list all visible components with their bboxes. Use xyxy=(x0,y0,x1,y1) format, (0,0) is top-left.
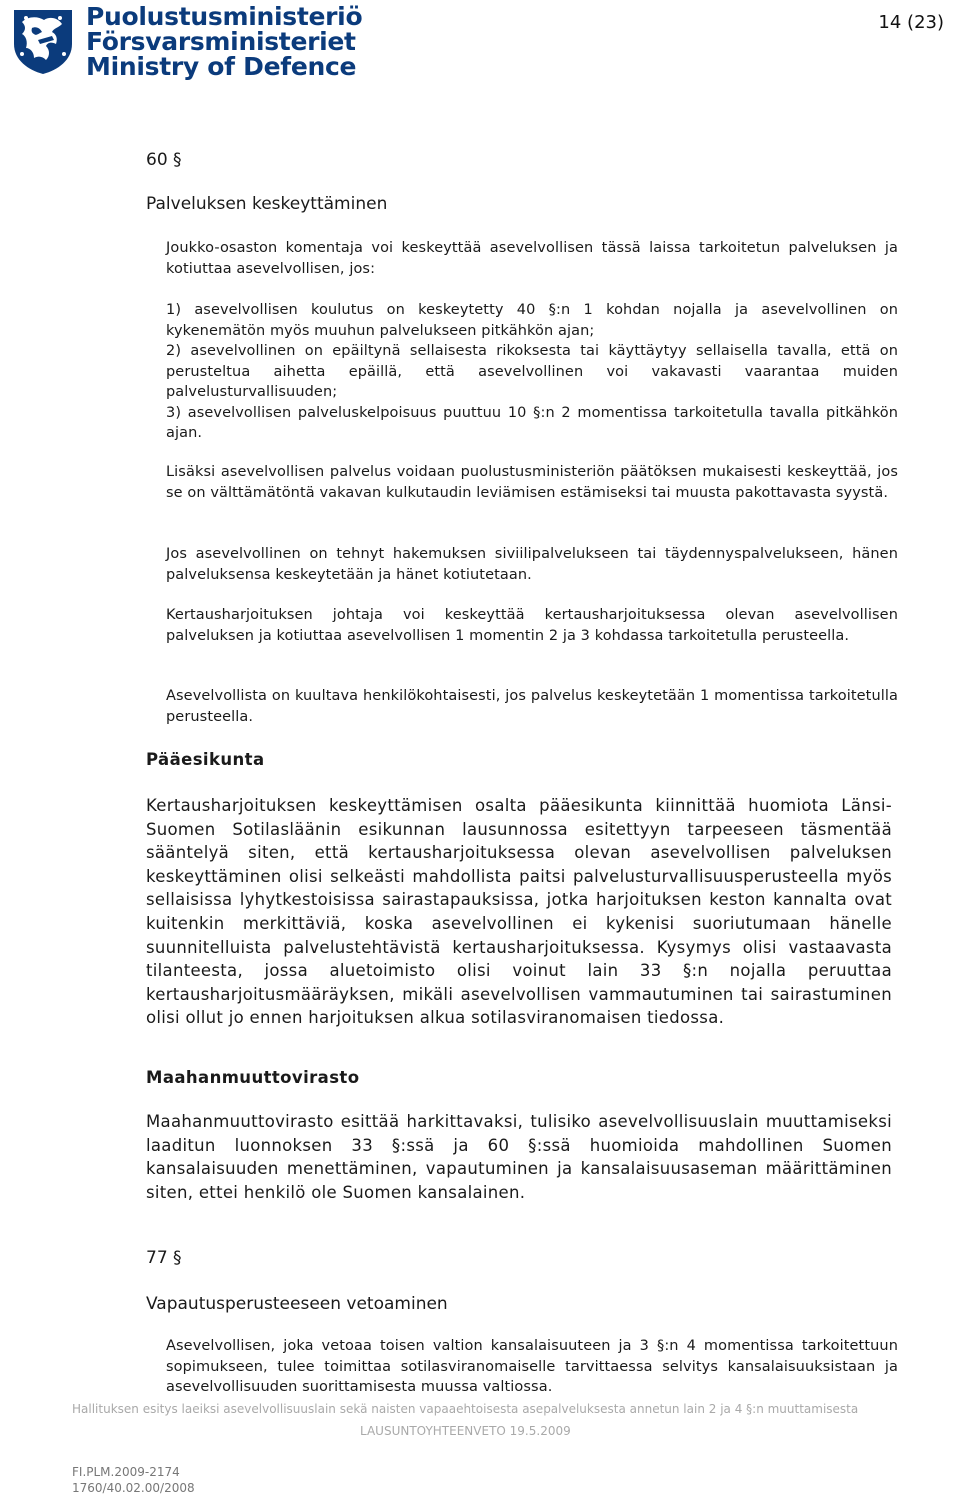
section-60-paragraph-4 xyxy=(166,544,898,585)
footer-bill-title: Hallituksen esitys laeiksi asevelvollisuuslain sekä naisten vapaaehtoisesta asepalveluksesta annetun lain 2 ja 4 §:n muuttamisesta xyxy=(72,1402,859,1416)
section-60-paragraph-1 xyxy=(166,238,898,279)
page-header xyxy=(0,0,960,90)
law-text-2: 1) asevelvollisen koulutus on keskeytetty 40 §:n 1 kohdan nojalla ja asevelvollinen on kykenemätön myös muuhun palvelukseen pitkähkön ajan; 2) asevelvollinen on epäiltynä sellaisesta rikoksesta tai käyttäytyy sellaisella tavalla, että on perusteltua aihetta epäillä, että asevelvollinen voi vakavasti vaarantaa muiden palvelusturvallisuuden; 3) asevelvollisen palveluskelpoisuus puuttuu 10 §:n 2 momentissa tarkoitetulla tavalla pitkähkön ajan. xyxy=(166,302,898,441)
law-text-5: Kertausharjoituksen johtaja voi keskeyttää kertausharjoituksessa olevan asevelvollisen palveluksen ja kotiuttaa asevelvollisen 1 momentin 2 ja 3 kohdassa tarkoitetulla perusteella. xyxy=(166,607,898,644)
page-number: 14 (23) xyxy=(878,12,944,33)
section-60-paragraph-5 xyxy=(166,605,898,646)
ministry-name-fi: Puolustusministeriö xyxy=(86,2,363,31)
section-77-title: Vapautusperusteeseen vetoaminen xyxy=(146,1294,448,1314)
section-77-paragraph xyxy=(166,1336,898,1398)
law-text-6: Asevelvollista on kuultava henkilökohtaisesti, jos palvelus keskeytetään 1 momentissa tarkoitetulla perusteella. xyxy=(166,688,898,725)
maahanmuuttovirasto-text xyxy=(146,1110,892,1204)
section-60-paragraph-3 xyxy=(166,462,898,503)
law-text-77: Asevelvollisen, joka vetoaa toisen valtion kansalaisuuteen ja 3 §:n 4 momentissa tarkoitettuun sopimukseen, tulee toimittaa sotilasviranomaiselle tarvittaessa selvitys kansalaisuuksistaan ja asevelvollisuuden suorittamisesta muussa valtiossa. xyxy=(166,1338,898,1395)
ministry-name-en: Ministry of Defence xyxy=(86,52,357,81)
lion-coat-of-arms-icon xyxy=(8,6,78,76)
ministry-name-sv: Försvarsministeriet xyxy=(86,27,356,56)
section-60-paragraph-2 xyxy=(166,300,898,444)
footer-reference-1: FI.PLM.2009-2174 xyxy=(72,1465,180,1479)
paaesikunta-text xyxy=(146,794,892,1030)
ministry-name-block xyxy=(86,4,362,79)
maahanmuuttovirasto-paragraph: Maahanmuuttovirasto esittää harkittavaksi, tulisiko asevelvollisuuslain muuttamiseksi laaditun luonnoksen 33 §:ssä ja 60 §:ssä huomioida mahdollinen Suomen kansalaisuuden menettäminen, vapautuminen ja kansalaisuusaseman määrittäminen siten, ettei henkilö ole Suomen kansalainen. xyxy=(146,1112,892,1202)
law-text-3: Lisäksi asevelvollisen palvelus voidaan puolustusministeriön päätöksen mukaisesti keskeyttää, jos se on välttämätöntä vakavan kulkutaudin leviämisen estämiseksi tai muusta pakottavasta syystä. xyxy=(166,464,898,501)
law-text-4: Jos asevelvollinen on tehnyt hakemuksen siviilipalvelukseen tai täydennyspalvelukseen, hänen palveluksensa keskeytetään ja hänet kotiutetaan. xyxy=(166,546,898,583)
footer-reference-2: 1760/40.02.00/2008 xyxy=(72,1481,195,1495)
section-77-number: 77 § xyxy=(146,1248,182,1268)
footer-summary-date: LAUSUNTOYHTEENVETO 19.5.2009 xyxy=(360,1424,571,1438)
maahanmuuttovirasto-heading: Maahanmuuttovirasto xyxy=(146,1068,360,1087)
law-text-1: Joukko-osaston komentaja voi keskeyttää asevelvollisen tässä laissa tarkoitetun palveluksen ja kotiuttaa asevelvollisen, jos: xyxy=(166,240,898,277)
section-60-title: Palveluksen keskeyttäminen xyxy=(146,194,388,214)
paaesikunta-heading: Pääesikunta xyxy=(146,750,265,769)
paaesikunta-paragraph: Kertausharjoituksen keskeyttämisen osalta pääesikunta kiinnittää huomiota Länsi-Suomen Sotilasläänin esikunnan lausunnossa esitettyyn tarpeeseen täsmentää sääntelyä siten, että kertausharjoituksessa olevan asevelvollisen palveluksen keskeyttäminen olisi selkeästi mahdollista paitsi palvelusturvallisuusperusteella myös sellaisissa lyhytkestoisissa sairastapauksissa, jotka harjoituksen keston kannalta ovat kuitenkin merkittäviä, koska asevelvollinen ei kykenisi suoriutumaan hänelle suunnitelluista palvelustehtävistä kertausharjoituksessa. Kysymys olisi vastaavasta tilanteesta, jossa aluetoimisto olisi voinut lain 33 §:n nojalla peruuttaa kertausharjoitusmääräyksen, mikäli asevelvollisen vammautuminen tai sairastuminen olisi ollut jo ennen harjoituksen alkua sotilasviranomaisen tiedossa. xyxy=(146,796,892,1028)
section-60-number: 60 § xyxy=(146,150,182,170)
section-60-paragraph-6 xyxy=(166,686,898,727)
